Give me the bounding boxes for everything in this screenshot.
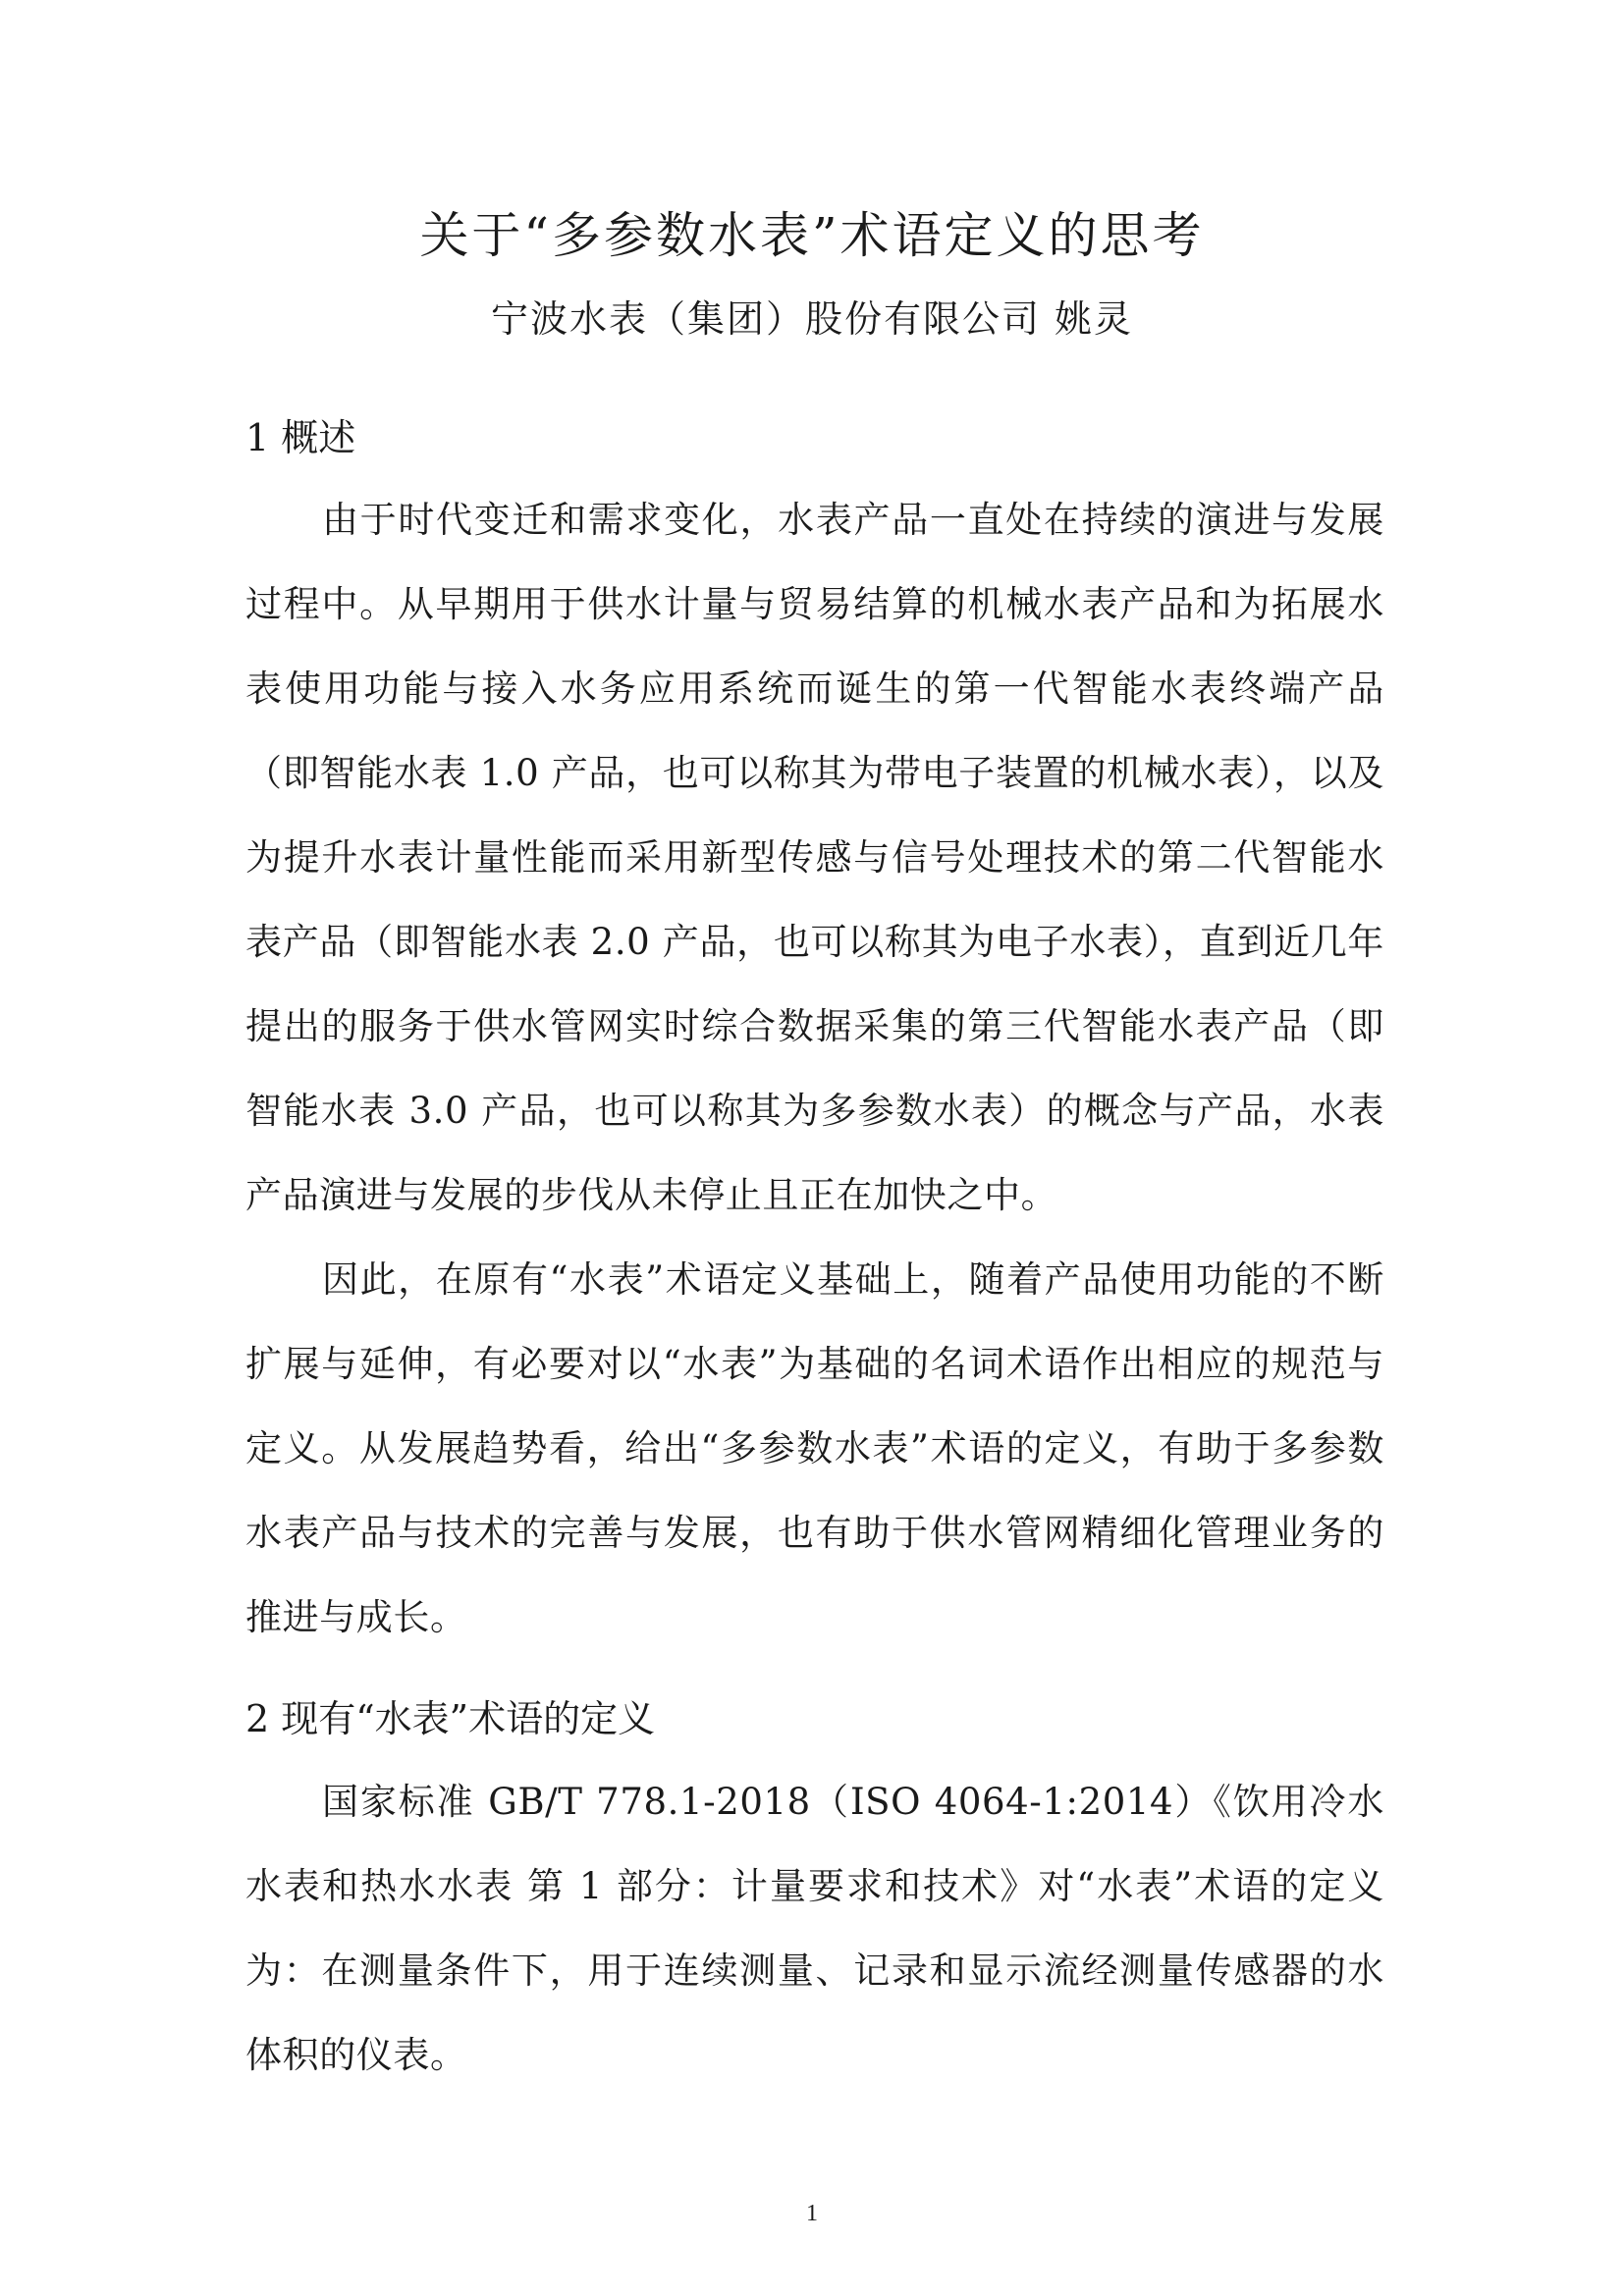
paragraph-overview-1: 由于时代变迁和需求变化，水表产品一直处在持续的演进与发展过程中。从早期用于供水计量与贸易结算的机械水表产品和为拓展水表使用功能与接入水务应用系统而诞生的第一代智能水表终端产品（即智能水表 1.0 产品，也可以称其为带电子装置的机械水表），以及为提升水表计量性能而采用新型传感与信号处理技术的第二代智能水表产品（即智能水表 2.0 产品，也可以称其为电子水表），直到近几年提出的服务于供水管网实时综合数据采集的第三代智能水表产品（即智能水表 3.0 产品，也可以称其为多参数水表）的概念与产品，水表产品演进与发展的步伐从未停止且正在加快之中。 <box>245 499 1384 1216</box>
paragraph-definition-1: 国家标准 GB/T 778.1-2018（ISO 4064-1:2014）《饮用冷水水表和热水水表 第 1 部分：计量要求和技术》对“水表”术语的定义为：在测量条件下，用于连续测量、记录和显示流经测量传感器的水体积的仪表。 <box>245 1781 1384 2076</box>
document-author: 宁波水表（集团）股份有限公司 姚灵 <box>490 297 1134 341</box>
section-heading-definition: 2 现有“水表”术语的定义 <box>245 1697 656 1740</box>
page-number: 1 <box>806 2201 818 2226</box>
section-heading-overview: 1 概述 <box>245 416 356 459</box>
document-title: 关于“多参数水表”术语定义的思考 <box>419 207 1205 264</box>
paragraph-overview-2: 因此，在原有“水表”术语定义基础上，随着产品使用功能的不断扩展与延伸，有必要对以“水表”为基础的名词术语作出相应的规范与定义。从发展趋势看，给出“多参数水表”术语的定义，有助于多参数水表产品与技术的完善与发展，也有助于供水管网精细化管理业务的推进与成长。 <box>245 1258 1384 1638</box>
